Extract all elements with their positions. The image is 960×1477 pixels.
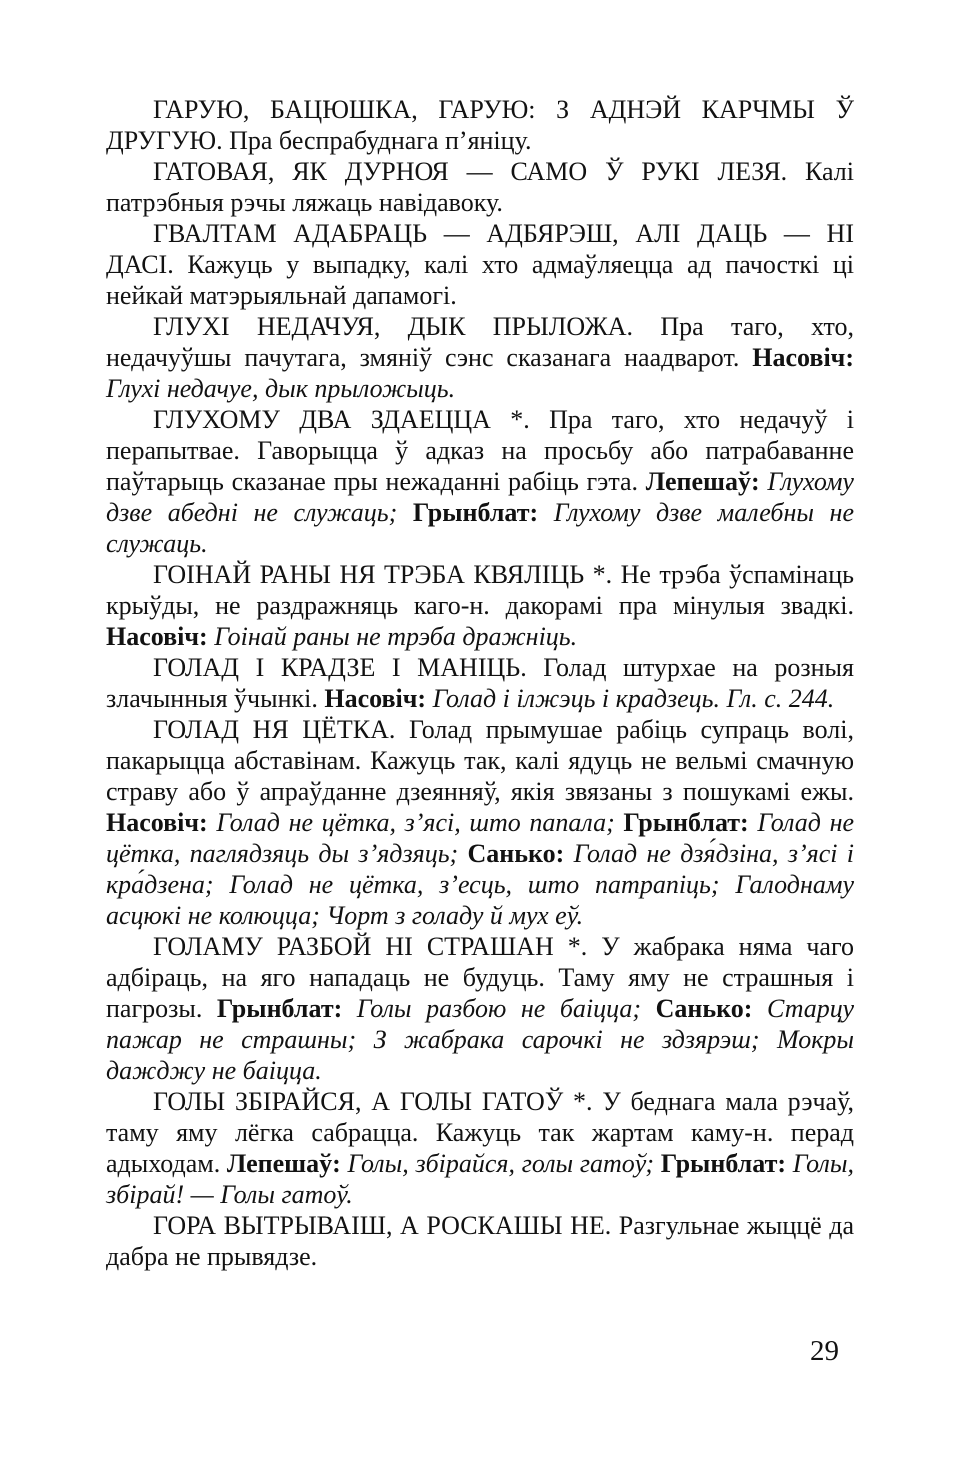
source-name: Санько: (655, 994, 767, 1023)
entry-text: ГОІНАЙ РАНЫ НЯ ТРЭБА КВЯЛІЦЬ *. Не трэба ўспамінаць крыўды, не раздражняць каго-н. дакорамі пра мінулыя звадкі. (106, 560, 854, 620)
source-name: Грынблат: (660, 1149, 793, 1178)
dictionary-entry (106, 404, 854, 559)
proverb-quote: Глухому дзве малебны не служаць. (106, 498, 854, 558)
source-name: Насовіч: (752, 343, 854, 372)
source-name: Санько: (467, 839, 574, 868)
proverb-quote: Старцу пажар не страшны; З жабрака сарочкі не здзярэш; Мокры дажджу не баіцца. (106, 994, 855, 1085)
proverb-quote: Голад не цётка, з’ясі, што папала; (216, 808, 624, 837)
proverb-quote: Глухі недачуе, дык прыложыць. (106, 374, 456, 403)
dictionary-entry (106, 156, 854, 218)
proverb-quote: Голад і ілжэць і крадзець. Гл. с. 244. (432, 684, 835, 713)
dictionary-entry (106, 218, 854, 311)
dictionary-entry (106, 1086, 854, 1210)
entry-text: ГОЛАМУ РАЗБОЙ НІ СТРАШАН *. У жабрака няма чаго адбіраць, на яго нападаць не будуць. Таму яму не страшныя і пагрозы. (106, 932, 854, 1023)
entry-text: ГЛУХІ НЕДАЧУЯ, ДЫК ПРЫЛОЖА. Пра таго, хто, недачуўшы пачутага, змяніў сэнс сказанага наадварот. (106, 312, 854, 372)
entry-text: ГОРА ВЫТРЫВАІШ, А РОСКАШЫ НЕ. Разгульнае жыццё да дабра не прывядзе. (106, 1211, 854, 1271)
dictionary-entry (106, 714, 854, 931)
dictionary-entry (106, 311, 854, 404)
dictionary-entry (106, 559, 854, 652)
entry-text: ГАТОВАЯ, ЯК ДУРНОЯ — САМО Ў РУКІ ЛЕЗЯ. Калі патрэбныя рэчы ляжаць навідавоку. (106, 157, 854, 217)
entry-text: ГВАЛТАМ АДАБРАЦЬ — АДБЯРЭШ, АЛІ ДАЦЬ — НІ ДАСІ. Кажуць у выпадку, калі хто адмаўляецца ад пачосткі ці нейкай матэрыяльнай дапамогі. (106, 219, 854, 310)
entry-text: ГАРУЮ, БАЦЮШКА, ГАРУЮ: З АДНЭЙ КАРЧМЫ Ў ДРУГУЮ. Пра беспрабуднага п’яніцу. (106, 95, 854, 155)
source-name: Грынблат: (623, 808, 758, 837)
source-name: Насовіч: (324, 684, 433, 713)
proverb-quote: Глухому дзве абедні не служаць; (106, 467, 854, 527)
entry-text: ГОЛАД І КРАДЗЕ І МАНІЦЬ. Голад штурхае на розныя злачынныя ўчынкі. (106, 653, 854, 713)
dictionary-text-block (106, 94, 854, 1272)
proverb-quote: Голы, збірай! — Голы гатоў. (106, 1149, 854, 1209)
source-name: Грынблат: (412, 498, 554, 527)
entry-text: ГОЛАД НЯ ЦЁТКА. Голад прымушае рабіць супраць волі, пакарыцца абставінам. Кажуць так, калі ядуць не вельмі смачную страву або ў апраўданне дзеянняў, якія звязаны з пошукамі ежы. (106, 715, 854, 806)
source-name: Грынблат: (216, 994, 357, 1023)
dictionary-entry (106, 931, 854, 1086)
source-name: Насовіч: (106, 808, 217, 837)
entry-text: ГОЛЫ ЗБІРАЙСЯ, А ГОЛЫ ГАТОЎ *. У беднага мала рэчаў, таму яму лёгка сабрацца. Кажуць так жартам каму-н. перад адыходам. (106, 1087, 854, 1178)
proverb-quote: Голад не дзя́дзіна, з’ясі і кра́дзена; Голад не цётка, з’есць, што патрапіць; Галоднаму асцюкі не колюцца; Чорт з голаду й мух еў. (106, 839, 854, 930)
dictionary-entry (106, 1210, 854, 1272)
source-name: Лепешаў: (645, 467, 768, 496)
proverb-quote: Голад не цётка, паглядзяць ды з’ядзяць; (106, 808, 855, 868)
proverb-quote: Голы разбою не баіцца; (356, 994, 656, 1023)
source-name: Лепешаў: (226, 1149, 348, 1178)
dictionary-entry (106, 652, 854, 714)
source-name: Насовіч: (106, 622, 215, 651)
page-number: 29 (810, 1335, 839, 1367)
entry-text: ГЛУХОМУ ДВА ЗДАЕЦЦА *. Пра таго, хто недачуў і перапытвае. Гаворыцца ў адказ на просьбу або патрабаванне паўтарыць сказанае пры нежаданні рабіць гэта. (106, 405, 854, 496)
proverb-quote: Гоінай раны не трэба дражніць. (214, 622, 578, 651)
dictionary-entry (106, 94, 854, 156)
proverb-quote: Голы, збірайся, голы гатоў; (347, 1149, 661, 1178)
